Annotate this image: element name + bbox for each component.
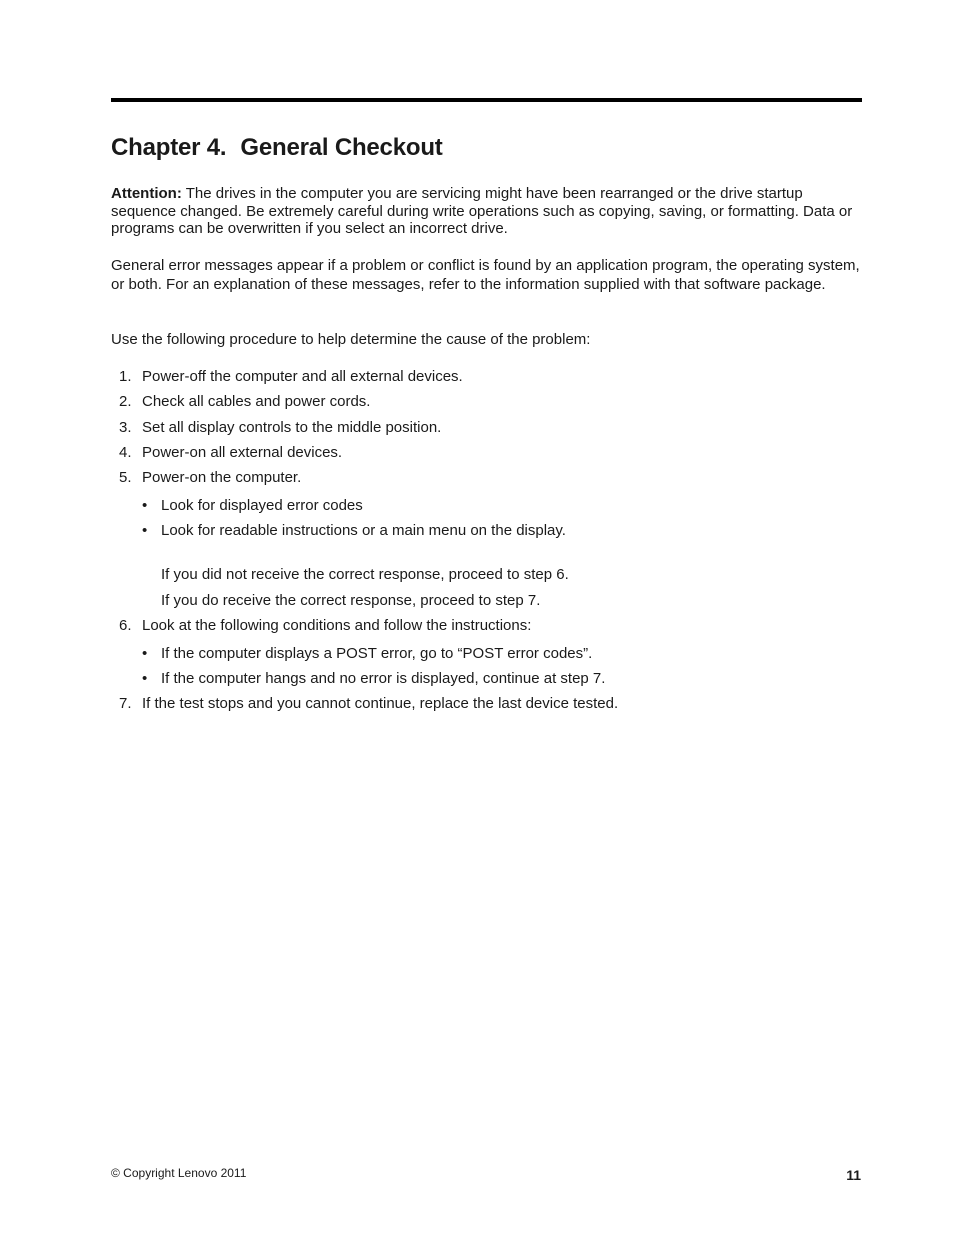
chapter-number: Chapter 4. [111,134,227,161]
general-errors-paragraph: General error messages appear if a problem or conflict is found by an application program, the operating system, or both. For an explanation of these messages, refer to the information supplied with that software package. [111,257,860,293]
footer-copyright: © Copyright Lenovo 2011 [111,1166,247,1180]
bullet-text: Look for readable instructions or a main menu on the display. [161,522,566,539]
bullet-text: If the computer displays a POST error, go to “POST error codes”. [161,645,593,662]
bullet-icon: • [142,645,148,662]
step-text: Power-off the computer and all external devices. [142,368,463,385]
step-number: 6. [119,617,132,634]
bullet-text: Look for displayed error codes [161,497,363,514]
attention-text: The drives in the computer you are servicing might have been rearranged or the drive startup sequence changed. Be extremely careful during write operations such as copying, saving, or formatting. Data or programs can be overwritten if you select an incorrect drive. [111,185,853,237]
step-text: Set all display controls to the middle position. [142,419,442,436]
bullet-icon: • [142,670,148,687]
footer-page-number: 11 [846,1167,861,1183]
step-number: 5. [119,469,132,486]
attention-label: Attention: [111,185,182,202]
step-number: 4. [119,444,132,461]
chapter-rule [111,98,862,102]
procedure-intro: Use the following procedure to help determine the cause of the problem: [111,331,591,348]
bullet-text: If the computer hangs and no error is displayed, continue at step 7. [161,670,606,687]
step-number: 1. [119,368,132,385]
chapter-title [111,134,443,162]
attention-paragraph [111,185,862,238]
step-number: 2. [119,393,132,410]
step-text: Check all cables and power cords. [142,393,371,410]
step-note: If you do receive the correct response, proceed to step 7. [161,592,541,609]
step-text: Look at the following conditions and follow the instructions: [142,617,532,634]
chapter-name: General Checkout [240,134,443,161]
bullet-icon: • [142,522,148,539]
step-number: 3. [119,419,132,436]
step-text: Power-on all external devices. [142,444,343,461]
step-note: If you did not receive the correct response, proceed to step 6. [161,566,569,583]
step-text: If the test stops and you cannot continue, replace the last device tested. [142,695,619,712]
step-number: 7. [119,695,132,712]
bullet-icon: • [142,497,148,514]
step-text: Power-on the computer. [142,469,302,486]
